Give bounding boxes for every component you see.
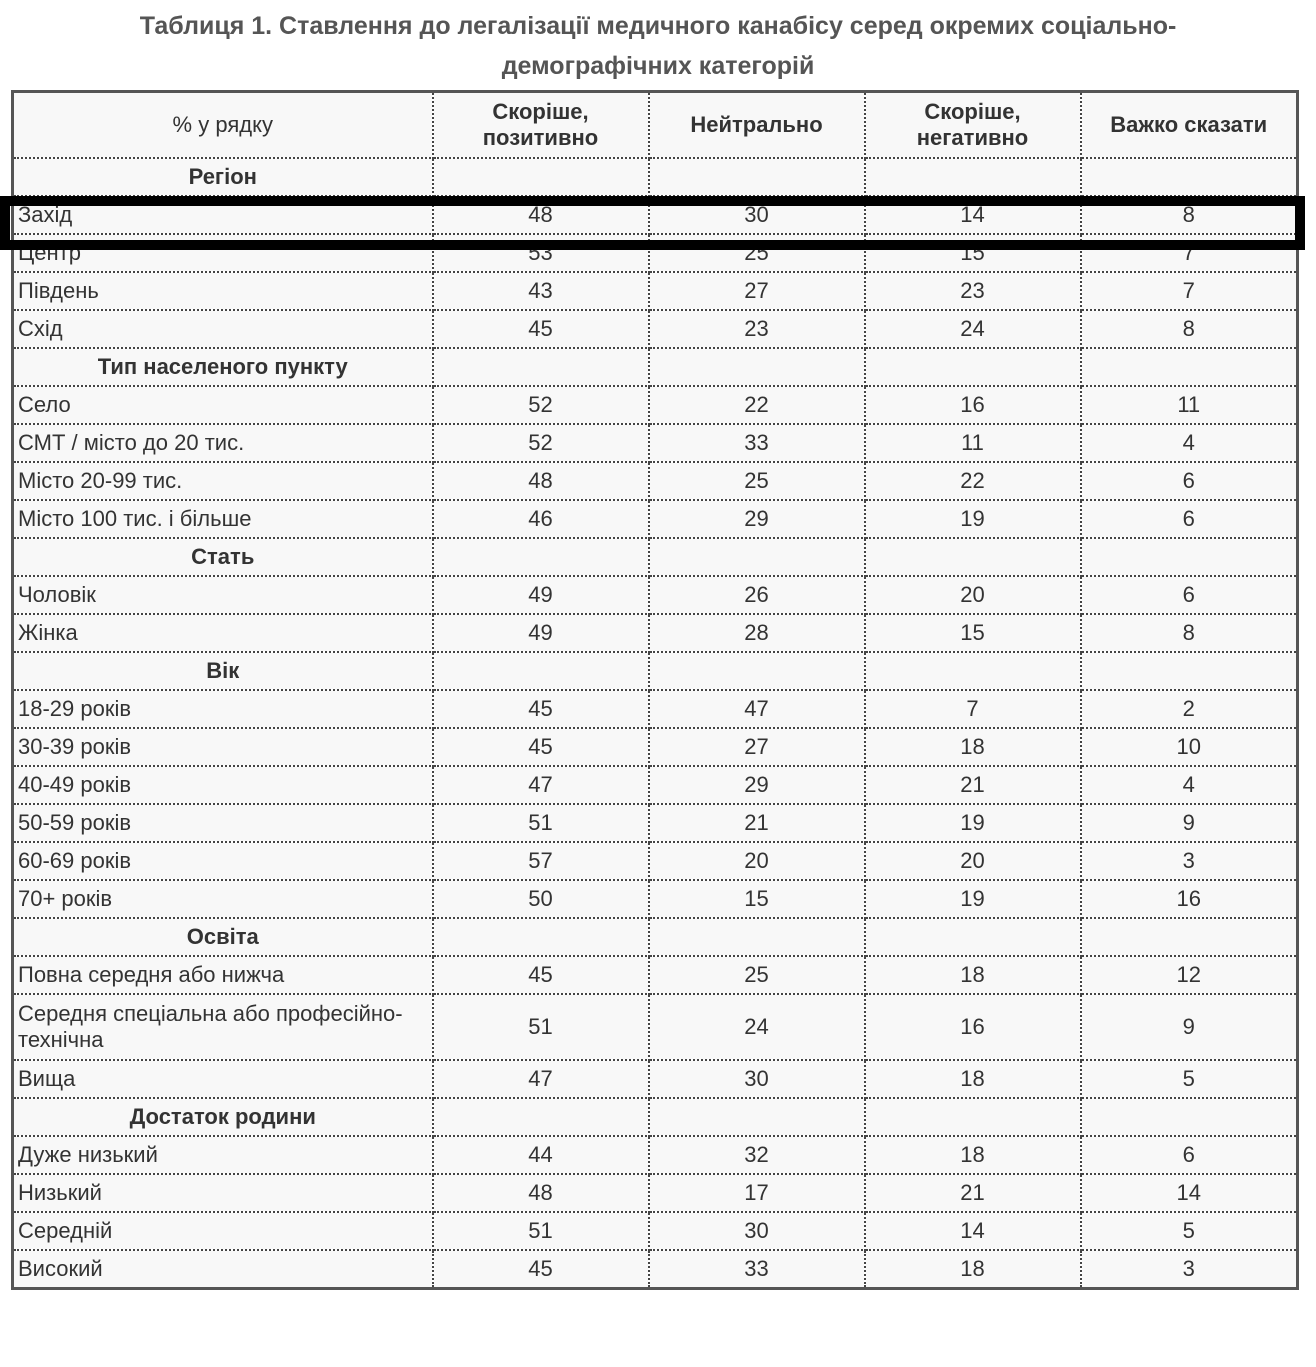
value-cell: 44 bbox=[433, 1136, 649, 1174]
header-row bbox=[13, 92, 1298, 159]
table-row bbox=[13, 614, 1298, 652]
table-row bbox=[13, 310, 1298, 348]
section-empty-cell bbox=[865, 652, 1081, 690]
row-label: 30-39 років bbox=[13, 728, 433, 766]
section-name: Вік bbox=[13, 652, 433, 690]
row-label: 18-29 років bbox=[13, 690, 433, 728]
row-label: 40-49 років bbox=[13, 766, 433, 804]
section-empty-cell bbox=[433, 652, 649, 690]
section-empty-cell bbox=[649, 1098, 865, 1136]
row-label: Високий bbox=[13, 1250, 433, 1289]
value-cell: 16 bbox=[865, 994, 1081, 1060]
header-negative bbox=[865, 92, 1081, 159]
row-label: Чоловік bbox=[13, 576, 433, 614]
value-cell: 7 bbox=[1081, 272, 1298, 310]
value-cell: 15 bbox=[865, 614, 1081, 652]
row-label: 60-69 років bbox=[13, 842, 433, 880]
value-cell: 51 bbox=[433, 994, 649, 1060]
section-empty-cell bbox=[1081, 918, 1298, 956]
section-empty-cell bbox=[433, 348, 649, 386]
section-empty-cell bbox=[649, 918, 865, 956]
section-empty-cell bbox=[1081, 538, 1298, 576]
value-cell: 25 bbox=[649, 462, 865, 500]
value-cell: 51 bbox=[433, 1212, 649, 1250]
row-label: 70+ років bbox=[13, 880, 433, 918]
value-cell: 26 bbox=[649, 576, 865, 614]
section-row bbox=[13, 652, 1298, 690]
section-empty-cell bbox=[649, 348, 865, 386]
value-cell: 49 bbox=[433, 614, 649, 652]
value-cell: 16 bbox=[865, 386, 1081, 424]
value-cell: 45 bbox=[433, 728, 649, 766]
value-cell: 24 bbox=[865, 310, 1081, 348]
value-cell: 18 bbox=[865, 1250, 1081, 1289]
value-cell: 24 bbox=[649, 994, 865, 1060]
section-empty-cell bbox=[433, 1098, 649, 1136]
value-cell: 22 bbox=[865, 462, 1081, 500]
value-cell: 14 bbox=[1081, 1174, 1298, 1212]
value-cell: 11 bbox=[1081, 386, 1298, 424]
section-empty-cell bbox=[865, 538, 1081, 576]
value-cell: 28 bbox=[649, 614, 865, 652]
value-cell: 45 bbox=[433, 310, 649, 348]
value-cell: 7 bbox=[865, 690, 1081, 728]
value-cell: 21 bbox=[865, 766, 1081, 804]
table-body bbox=[13, 158, 1298, 1289]
section-empty-cell bbox=[649, 538, 865, 576]
value-cell: 15 bbox=[649, 880, 865, 918]
value-cell: 3 bbox=[1081, 1250, 1298, 1289]
section-row bbox=[13, 348, 1298, 386]
value-cell: 48 bbox=[433, 1174, 649, 1212]
row-label: Місто 100 тис. і більше bbox=[13, 500, 433, 538]
value-cell: 20 bbox=[649, 842, 865, 880]
table-row bbox=[13, 1174, 1298, 1212]
value-cell: 16 bbox=[1081, 880, 1298, 918]
section-empty-cell bbox=[865, 158, 1081, 196]
table-row bbox=[13, 462, 1298, 500]
row-label: Центр bbox=[13, 234, 433, 272]
value-cell: 51 bbox=[433, 804, 649, 842]
value-cell: 14 bbox=[865, 196, 1081, 234]
value-cell: 14 bbox=[865, 1212, 1081, 1250]
value-cell: 17 bbox=[649, 1174, 865, 1212]
value-cell: 23 bbox=[865, 272, 1081, 310]
value-cell: 25 bbox=[649, 234, 865, 272]
row-label: Схід bbox=[13, 310, 433, 348]
section-row bbox=[13, 538, 1298, 576]
row-label: Вища bbox=[13, 1060, 433, 1098]
value-cell: 47 bbox=[433, 1060, 649, 1098]
section-row bbox=[13, 1098, 1298, 1136]
section-empty-cell bbox=[433, 538, 649, 576]
section-empty-cell bbox=[1081, 1098, 1298, 1136]
value-cell: 43 bbox=[433, 272, 649, 310]
section-name: Регіон bbox=[13, 158, 433, 196]
data-table bbox=[11, 90, 1299, 1290]
table-row bbox=[13, 766, 1298, 804]
section-empty-cell bbox=[433, 158, 649, 196]
header-negative-line-2: негативно bbox=[916, 125, 1029, 150]
section-empty-cell bbox=[649, 158, 865, 196]
value-cell: 32 bbox=[649, 1136, 865, 1174]
row-label: Дуже низький bbox=[13, 1136, 433, 1174]
table-title-line-1: Таблиця 1. Ставлення до легалізації медичного канабісу серед окремих соціально- bbox=[139, 12, 1177, 40]
section-name: Тип населеного пункту bbox=[13, 348, 433, 386]
section-row bbox=[13, 158, 1298, 196]
value-cell: 18 bbox=[865, 1060, 1081, 1098]
row-label: Повна середня або нижча bbox=[13, 956, 433, 994]
row-highlight-box bbox=[0, 196, 1305, 250]
value-cell: 27 bbox=[649, 272, 865, 310]
value-cell: 6 bbox=[1081, 576, 1298, 614]
value-cell: 30 bbox=[649, 1212, 865, 1250]
section-empty-cell bbox=[1081, 348, 1298, 386]
value-cell: 30 bbox=[649, 196, 865, 234]
value-cell: 48 bbox=[433, 462, 649, 500]
table-row bbox=[13, 994, 1298, 1060]
value-cell: 29 bbox=[649, 766, 865, 804]
table-row bbox=[13, 804, 1298, 842]
section-empty-cell bbox=[649, 652, 865, 690]
value-cell: 19 bbox=[865, 804, 1081, 842]
table-row bbox=[13, 1212, 1298, 1250]
value-cell: 9 bbox=[1081, 804, 1298, 842]
value-cell: 8 bbox=[1081, 614, 1298, 652]
row-label: Південь bbox=[13, 272, 433, 310]
value-cell: 19 bbox=[865, 500, 1081, 538]
value-cell: 27 bbox=[649, 728, 865, 766]
value-cell: 18 bbox=[865, 956, 1081, 994]
row-label: СМТ / місто до 20 тис. bbox=[13, 424, 433, 462]
value-cell: 52 bbox=[433, 386, 649, 424]
value-cell: 49 bbox=[433, 576, 649, 614]
value-cell: 45 bbox=[433, 956, 649, 994]
value-cell: 15 bbox=[865, 234, 1081, 272]
value-cell: 47 bbox=[433, 766, 649, 804]
value-cell: 12 bbox=[1081, 956, 1298, 994]
section-empty-cell bbox=[865, 348, 1081, 386]
value-cell: 6 bbox=[1081, 1136, 1298, 1174]
row-label: Середня спеціальна або професійно-технічна bbox=[13, 994, 433, 1060]
value-cell: 53 bbox=[433, 234, 649, 272]
value-cell: 9 bbox=[1081, 994, 1298, 1060]
header-row-label: % у рядку bbox=[13, 92, 433, 159]
table-row bbox=[13, 386, 1298, 424]
value-cell: 21 bbox=[865, 1174, 1081, 1212]
table-row bbox=[13, 500, 1298, 538]
section-empty-cell bbox=[1081, 652, 1298, 690]
value-cell: 33 bbox=[649, 424, 865, 462]
header-neutral: Нейтрально bbox=[649, 92, 865, 159]
table-row bbox=[13, 424, 1298, 462]
value-cell: 29 bbox=[649, 500, 865, 538]
value-cell: 52 bbox=[433, 424, 649, 462]
value-cell: 45 bbox=[433, 1250, 649, 1289]
section-name: Достаток родини bbox=[13, 1098, 433, 1136]
row-label: Захід bbox=[13, 196, 433, 234]
section-name: Освіта bbox=[13, 918, 433, 956]
table-row bbox=[13, 272, 1298, 310]
value-cell: 10 bbox=[1081, 728, 1298, 766]
table-row bbox=[13, 842, 1298, 880]
value-cell: 4 bbox=[1081, 766, 1298, 804]
value-cell: 20 bbox=[865, 842, 1081, 880]
value-cell: 5 bbox=[1081, 1060, 1298, 1098]
value-cell: 6 bbox=[1081, 500, 1298, 538]
value-cell: 57 bbox=[433, 842, 649, 880]
value-cell: 50 bbox=[433, 880, 649, 918]
value-cell: 6 bbox=[1081, 462, 1298, 500]
value-cell: 23 bbox=[649, 310, 865, 348]
table-title bbox=[0, 6, 1316, 86]
value-cell: 30 bbox=[649, 1060, 865, 1098]
section-empty-cell bbox=[1081, 158, 1298, 196]
value-cell: 22 bbox=[649, 386, 865, 424]
table-title-line-2: демографічних категорій bbox=[501, 52, 815, 80]
value-cell: 18 bbox=[865, 1136, 1081, 1174]
value-cell: 20 bbox=[865, 576, 1081, 614]
value-cell: 7 bbox=[1081, 234, 1298, 272]
table-row bbox=[13, 880, 1298, 918]
row-label: Середній bbox=[13, 1212, 433, 1250]
header-positive-line-1: Скоріше, bbox=[492, 99, 589, 124]
section-empty-cell bbox=[433, 918, 649, 956]
table-row bbox=[13, 576, 1298, 614]
table-row bbox=[13, 1136, 1298, 1174]
table-row bbox=[13, 1060, 1298, 1098]
value-cell: 25 bbox=[649, 956, 865, 994]
value-cell: 2 bbox=[1081, 690, 1298, 728]
value-cell: 19 bbox=[865, 880, 1081, 918]
value-cell: 5 bbox=[1081, 1212, 1298, 1250]
value-cell: 45 bbox=[433, 690, 649, 728]
value-cell: 18 bbox=[865, 728, 1081, 766]
row-label: 50-59 років bbox=[13, 804, 433, 842]
value-cell: 46 bbox=[433, 500, 649, 538]
value-cell: 21 bbox=[649, 804, 865, 842]
row-label: Жінка bbox=[13, 614, 433, 652]
value-cell: 11 bbox=[865, 424, 1081, 462]
value-cell: 8 bbox=[1081, 310, 1298, 348]
value-cell: 48 bbox=[433, 196, 649, 234]
header-positive-line-2: позитивно bbox=[482, 125, 599, 150]
table-row bbox=[13, 728, 1298, 766]
section-name: Стать bbox=[13, 538, 433, 576]
table-row bbox=[13, 690, 1298, 728]
header-negative-line-1: Скоріше, bbox=[924, 99, 1021, 124]
value-cell: 33 bbox=[649, 1250, 865, 1289]
value-cell: 3 bbox=[1081, 842, 1298, 880]
value-cell: 8 bbox=[1081, 196, 1298, 234]
header-positive bbox=[433, 92, 649, 159]
row-label: Село bbox=[13, 386, 433, 424]
row-label: Місто 20-99 тис. bbox=[13, 462, 433, 500]
row-label: Низький bbox=[13, 1174, 433, 1212]
section-empty-cell bbox=[865, 1098, 1081, 1136]
table-row bbox=[13, 956, 1298, 994]
header-hard-to-say: Важко сказати bbox=[1081, 92, 1298, 159]
section-row bbox=[13, 918, 1298, 956]
table-row bbox=[13, 1250, 1298, 1289]
section-empty-cell bbox=[865, 918, 1081, 956]
value-cell: 47 bbox=[649, 690, 865, 728]
value-cell: 4 bbox=[1081, 424, 1298, 462]
